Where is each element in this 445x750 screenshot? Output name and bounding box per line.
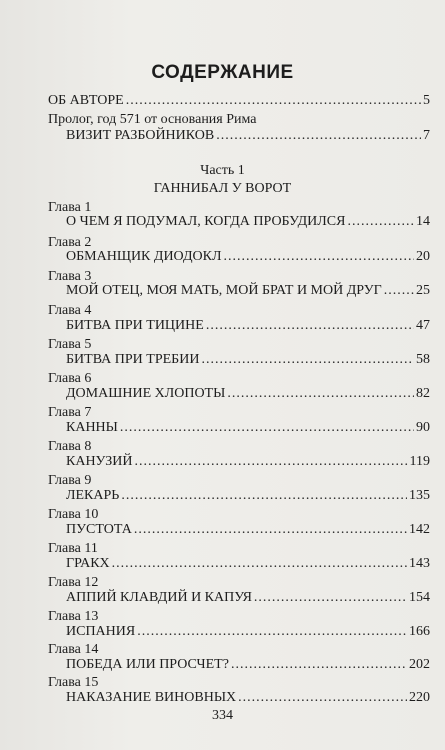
chapter-label: Глава 13 <box>48 609 99 624</box>
toc-entry-title: ПУСТОТА <box>66 522 132 537</box>
toc-entry-chapter[interactable] <box>66 316 430 336</box>
toc-entry-page: 202 <box>409 657 430 672</box>
toc-entry-page: 7 <box>423 128 430 143</box>
toc-entry-title: ЛЕКАРЬ <box>66 488 120 503</box>
chapter-label: Глава 6 <box>48 371 92 386</box>
toc-entry-chapter[interactable] <box>66 350 430 370</box>
chapter-label: Глава 10 <box>48 507 99 522</box>
toc-entry-title: ВИЗИТ РАЗБОЙНИКОВ <box>66 128 215 143</box>
toc-entry-title: ИСПАНИЯ <box>66 624 136 639</box>
leader-dots <box>227 384 414 404</box>
toc-entry-about-author[interactable] <box>48 91 430 111</box>
toc-entry-page: 220 <box>409 690 430 705</box>
toc-entry-chapter[interactable] <box>66 588 430 608</box>
part-title: ГАННИБАЛ У ВОРОТ <box>153 181 292 196</box>
toc-entry-chapter[interactable] <box>66 418 430 438</box>
page-title: СОДЕРЖАНИЕ <box>151 62 294 83</box>
toc-entry-page: 166 <box>409 624 430 639</box>
toc-entry-title: МОЙ ОТЕЦ, МОЯ МАТЬ, МОЙ БРАТ И МОЙ ДРУГ <box>66 283 382 298</box>
toc-entry-title: ОБМАНЩИК ДИОДОКЛ <box>66 249 222 264</box>
toc-entry-title: КАННЫ <box>66 420 118 435</box>
toc-entry-page: 90 <box>416 420 430 435</box>
toc-entry-page: 143 <box>409 556 430 571</box>
toc-entry-title: НАКАЗАНИЕ ВИНОВНЫХ <box>66 690 237 705</box>
chapter-label: Глава 15 <box>48 675 99 690</box>
part-label: Часть 1 <box>200 163 245 178</box>
toc-entry-title: КАНУЗИЙ <box>66 454 133 469</box>
leader-dots <box>347 212 414 232</box>
toc-entry-title: БИТВА ПРИ ТИЦИНЕ <box>66 318 204 333</box>
page-number: 334 <box>212 708 233 723</box>
leader-dots <box>137 622 407 642</box>
toc-entry-title: ДОМАШНИЕ ХЛОПОТЫ <box>66 386 226 401</box>
toc-entry-page: 135 <box>409 488 430 503</box>
toc-entry-page: 119 <box>409 454 430 469</box>
toc-entry-page: 5 <box>423 93 430 108</box>
toc-entry-chapter[interactable] <box>66 622 430 642</box>
leader-dots <box>120 418 414 438</box>
leader-dots <box>216 126 421 146</box>
toc-entry-prologue[interactable] <box>66 126 430 146</box>
leader-dots <box>254 588 407 608</box>
toc-entry-chapter[interactable] <box>66 247 430 267</box>
toc-entry-chapter[interactable] <box>66 554 430 574</box>
leader-dots <box>112 554 407 574</box>
toc-entry-title: ГРАКХ <box>66 556 110 571</box>
toc-entry-title: АППИЙ КЛАВДИЙ И КАПУЯ <box>66 590 252 605</box>
toc-entry-title: ОБ АВТОРЕ <box>48 93 124 108</box>
leader-dots <box>231 655 407 675</box>
chapter-label: Глава 5 <box>48 337 92 352</box>
toc-entry-chapter[interactable] <box>66 520 430 540</box>
leader-dots <box>126 91 421 111</box>
toc-entry-page: 82 <box>416 386 430 401</box>
leader-dots <box>206 316 414 336</box>
leader-dots <box>384 281 414 301</box>
chapter-label: Глава 8 <box>48 439 92 454</box>
toc-entry-page: 47 <box>416 318 430 333</box>
toc-entry-title: О ЧЕМ Я ПОДУМАЛ, КОГДА ПРОБУДИЛСЯ <box>66 214 346 229</box>
leader-dots <box>238 688 407 708</box>
toc-entry-chapter[interactable] <box>66 452 430 472</box>
toc-entry-chapter[interactable] <box>66 486 430 506</box>
chapter-label: Глава 7 <box>48 405 92 420</box>
leader-dots <box>223 247 414 267</box>
chapter-label: Глава 14 <box>48 642 99 657</box>
toc-entry-chapter[interactable] <box>66 384 430 404</box>
toc-entry-title: ПОБЕДА ИЛИ ПРОСЧЕТ? <box>66 657 229 672</box>
toc-entry-page: 25 <box>416 283 430 298</box>
toc-entry-page: 142 <box>409 522 430 537</box>
toc-entry-page: 154 <box>409 590 430 605</box>
chapter-label: Глава 2 <box>48 235 92 250</box>
chapter-label: Глава 11 <box>48 541 98 556</box>
toc-entry-chapter[interactable] <box>66 212 430 232</box>
leader-dots <box>134 520 407 540</box>
leader-dots <box>201 350 414 370</box>
chapter-label: Глава 4 <box>48 303 92 318</box>
toc-entry-page: 58 <box>416 352 430 367</box>
chapter-label: Глава 12 <box>48 575 99 590</box>
leader-dots <box>121 486 407 506</box>
toc-entry-page: 14 <box>416 214 430 229</box>
chapter-label: Глава 9 <box>48 473 92 488</box>
toc-entry-chapter[interactable] <box>66 655 430 675</box>
chapter-label: Глава 1 <box>48 200 92 215</box>
leader-dots <box>135 452 408 472</box>
toc-entry-chapter[interactable] <box>66 281 430 301</box>
prologue-heading: Пролог, год 571 от основания Рима <box>48 112 257 127</box>
toc-entry-page: 20 <box>416 249 430 264</box>
chapter-label: Глава 3 <box>48 269 92 284</box>
toc-entry-title: БИТВА ПРИ ТРЕБИИ <box>66 352 200 367</box>
toc-entry-chapter[interactable] <box>66 688 430 708</box>
